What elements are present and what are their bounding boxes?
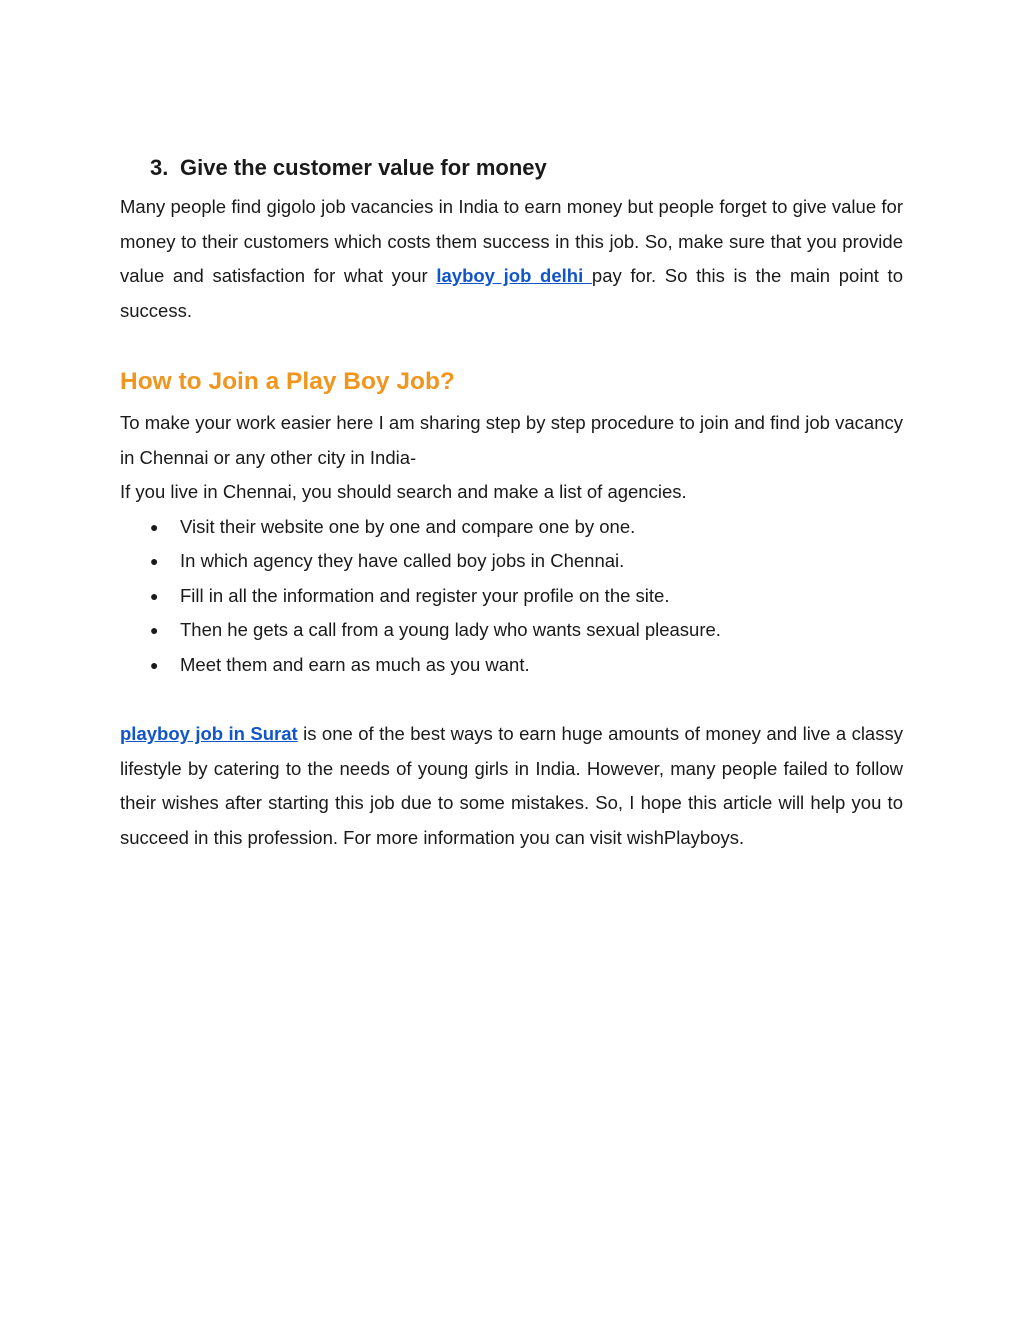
paragraph-text: Many people find gigolo job vacancies in India to earn money but people forget to give value for money to their customers which costs them success in this job. So, make sure that you provide value and satisfaction for what your [120,196,903,286]
list-item-text: Fill in all the information and register your profile on the site. [180,584,670,606]
bullet-icon: ● [150,553,159,569]
section-title: Give the customer value for money [180,155,547,180]
join-heading: How to Join a Play Boy Job? [120,368,455,395]
layboy-job-delhi-link[interactable]: layboy job delhi [436,265,592,286]
closing-paragraph [120,717,903,855]
steps-list [120,510,903,683]
section-3-paragraph [120,190,903,328]
list-item [120,510,903,545]
list-item-text: In which agency they have called boy jobs in Chennai. [180,550,625,571]
list-item [120,613,903,648]
closing-text: is one of the best ways to earn huge amounts of money and live a classy lifestyle by catering to the needs of young girls in India. However, many people failed to follow their wishes after starting this job due to some mistakes. So, I hope this article will help you to succeed in this profession. For more information you can visit wishPlayboys. [120,723,903,848]
bullet-icon: ● [150,656,159,673]
list-item-text: Visit their website one by one and compare one by one. [180,515,636,537]
list-item [120,648,903,683]
list-item [120,544,903,579]
list-item-text: Meet them and earn as much as you want. [180,653,530,675]
playboy-job-surat-link[interactable]: playboy job in Surat [120,723,298,744]
bullet-icon: ● [150,587,159,604]
join-intro: To make your work easier here I am sharing step by step procedure to join and find job vacancy in Chennai or any other city in India- [120,412,903,468]
list-item-text: Then he gets a call from a young lady who wants sexual pleasure. [180,619,721,640]
bullet-icon: ● [150,518,159,535]
section-number: 3. [150,155,169,180]
paragraph-text-end: pay for. So this is the main point to success. [120,265,903,321]
section-3-heading [150,150,903,186]
bullet-icon: ● [150,622,159,638]
document-page [120,150,903,855]
list-item [120,579,903,614]
join-line-2: If you live in Chennai, you should search and make a list of agencies. [120,481,687,502]
